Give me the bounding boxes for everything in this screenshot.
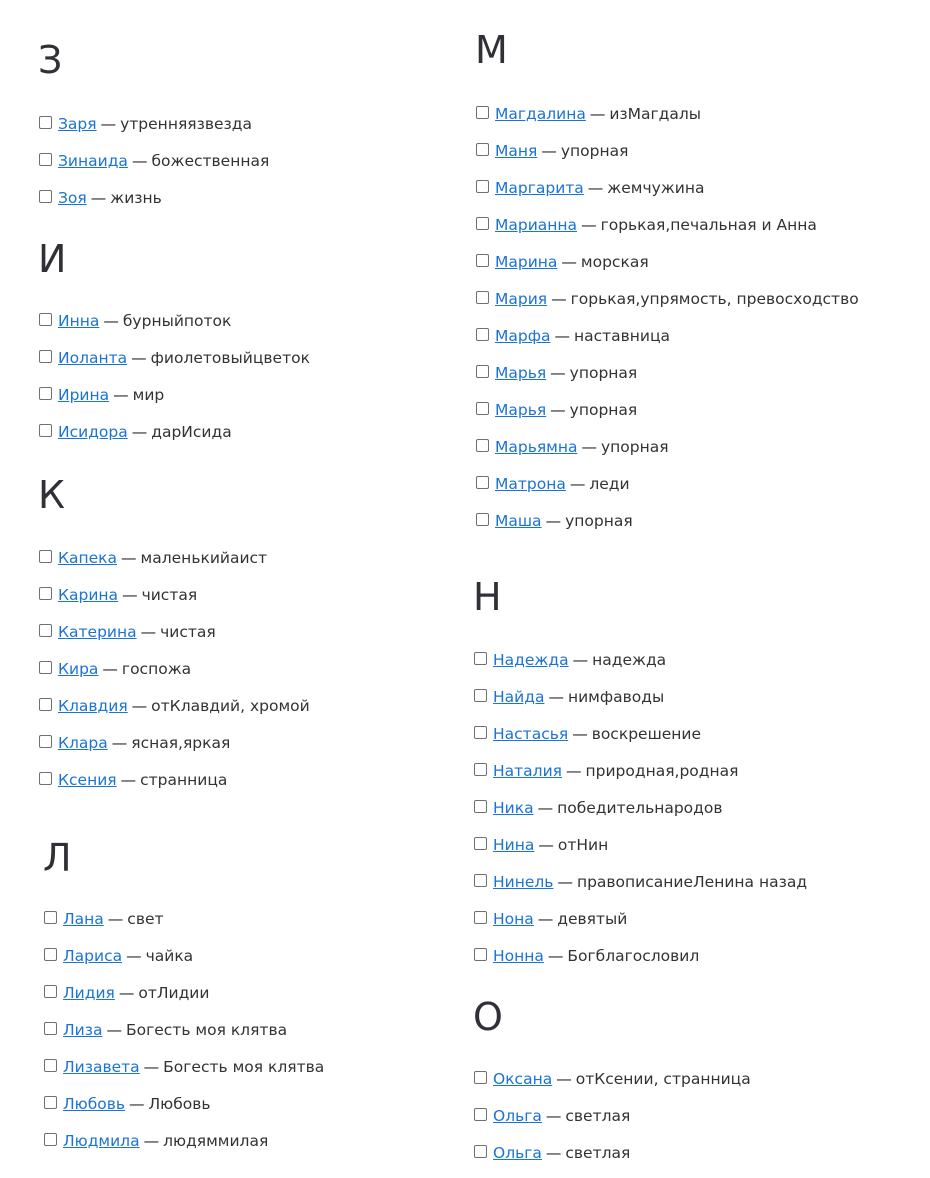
em-dash: — xyxy=(537,910,554,928)
em-dash: — xyxy=(589,105,606,123)
name-meaning: победительнародов xyxy=(557,799,723,817)
name-link[interactable]: Магдалина xyxy=(495,105,586,123)
section-l xyxy=(43,838,324,1166)
name-link[interactable]: Настасья xyxy=(493,725,569,743)
name-meaning: воскрешение xyxy=(591,725,702,743)
name-link[interactable]: Наталия xyxy=(493,762,562,780)
list-item xyxy=(38,768,310,805)
name-meaning: упорная xyxy=(601,438,669,456)
name-link[interactable]: Марья xyxy=(495,401,547,419)
letter-heading: М xyxy=(475,28,508,72)
name-list xyxy=(473,1067,751,1178)
em-dash: — xyxy=(113,386,129,404)
name-meaning: бурныйпоток xyxy=(122,312,232,330)
list-item xyxy=(475,509,859,546)
name-link[interactable]: Маня xyxy=(495,142,538,160)
list-item xyxy=(38,731,310,768)
name-list xyxy=(38,309,310,457)
item-checkbox[interactable] xyxy=(474,911,487,924)
em-dash: — xyxy=(538,836,554,854)
name-meaning: правописаниеЛенина назад xyxy=(576,873,808,891)
item-checkbox[interactable] xyxy=(44,1133,57,1146)
em-dash: — xyxy=(556,1070,572,1088)
name-link[interactable]: Лидия xyxy=(63,984,115,1002)
name-link[interactable]: Надежда xyxy=(493,651,569,669)
item-checkbox[interactable] xyxy=(474,948,487,961)
name-meaning: божественная xyxy=(151,152,270,170)
item-checkbox[interactable] xyxy=(44,1096,57,1109)
em-dash: — xyxy=(106,1021,122,1039)
name-meaning: отКсении, странница xyxy=(575,1070,751,1088)
name-meaning: странница xyxy=(140,771,228,789)
list-item xyxy=(473,870,807,907)
name-link[interactable]: Мария xyxy=(495,290,548,308)
item-checkbox[interactable] xyxy=(474,1145,487,1158)
em-dash: — xyxy=(545,1144,562,1162)
em-dash: — xyxy=(545,1107,562,1125)
name-link[interactable]: Инна xyxy=(58,312,100,330)
name-meaning: утренняязвезда xyxy=(120,115,252,133)
name-meaning: Богесть моя клятва xyxy=(163,1058,325,1076)
item-checkbox[interactable] xyxy=(39,624,52,637)
item-checkbox[interactable] xyxy=(476,180,489,193)
em-dash: — xyxy=(550,364,566,382)
list-item xyxy=(475,287,859,324)
item-checkbox[interactable] xyxy=(476,513,489,526)
list-item xyxy=(38,383,310,420)
em-dash: — xyxy=(131,423,148,441)
list-item xyxy=(38,346,310,383)
name-meaning: маленькийаист xyxy=(140,549,268,567)
item-checkbox[interactable] xyxy=(44,1022,57,1035)
item-checkbox[interactable] xyxy=(474,726,487,739)
name-meaning: упорная xyxy=(560,142,629,160)
list-item xyxy=(475,213,859,250)
list-item xyxy=(38,694,310,731)
list-item xyxy=(473,685,807,722)
em-dash: — xyxy=(541,142,557,160)
item-checkbox[interactable] xyxy=(474,874,487,887)
name-link[interactable]: Нона xyxy=(493,910,534,928)
name-list xyxy=(473,648,807,981)
name-meaning: Любовь xyxy=(148,1095,211,1113)
letter-heading: О xyxy=(473,995,503,1039)
em-dash: — xyxy=(102,660,118,678)
list-item xyxy=(38,186,269,223)
name-link[interactable]: Ирина xyxy=(58,386,110,404)
em-dash: — xyxy=(561,253,577,271)
name-meaning: девятый xyxy=(557,910,628,928)
list-item xyxy=(473,907,807,944)
list-item xyxy=(43,1092,324,1129)
name-meaning: горькая,печальная и Анна xyxy=(600,216,817,234)
name-link[interactable]: Лана xyxy=(63,910,104,928)
name-link[interactable]: Кира xyxy=(58,660,99,678)
em-dash: — xyxy=(550,401,566,419)
em-dash: — xyxy=(572,651,589,669)
name-link[interactable]: Людмила xyxy=(63,1132,140,1150)
item-checkbox[interactable] xyxy=(474,652,487,665)
name-link[interactable]: Матрона xyxy=(495,475,566,493)
item-checkbox[interactable] xyxy=(476,291,489,304)
em-dash: — xyxy=(122,586,138,604)
em-dash: — xyxy=(111,734,128,752)
name-meaning: отЛидии xyxy=(138,984,210,1002)
name-link[interactable]: Марья xyxy=(495,364,547,382)
item-checkbox[interactable] xyxy=(44,1059,57,1072)
item-checkbox[interactable] xyxy=(474,837,487,850)
list-item xyxy=(43,944,324,981)
item-checkbox[interactable] xyxy=(39,153,52,166)
name-meaning: горькая,упрямость, превосходство xyxy=(570,290,859,308)
name-link[interactable]: Лариса xyxy=(63,947,123,965)
name-link[interactable]: Ксения xyxy=(58,771,117,789)
name-meaning: леди xyxy=(589,475,630,493)
item-checkbox[interactable] xyxy=(476,439,489,452)
item-checkbox[interactable] xyxy=(476,328,489,341)
name-meaning: свет xyxy=(127,910,164,928)
name-link[interactable]: Ольга xyxy=(493,1107,542,1125)
em-dash: — xyxy=(140,623,157,641)
name-link[interactable]: Зоя xyxy=(58,189,87,207)
item-checkbox[interactable] xyxy=(39,116,52,129)
item-checkbox[interactable] xyxy=(474,1108,487,1121)
name-link[interactable]: Маргарита xyxy=(495,179,584,197)
section-o xyxy=(473,997,751,1178)
item-checkbox[interactable] xyxy=(39,313,52,326)
name-meaning: жизнь xyxy=(110,189,162,207)
item-checkbox[interactable] xyxy=(474,800,487,813)
letter-heading: И xyxy=(38,237,67,281)
list-item xyxy=(43,1018,324,1055)
em-dash: — xyxy=(131,152,148,170)
list-item xyxy=(473,1141,751,1178)
name-meaning: наставница xyxy=(573,327,671,345)
name-meaning: упорная xyxy=(569,401,638,419)
name-meaning: светлая xyxy=(565,1107,631,1125)
name-meaning: отНин xyxy=(557,836,609,854)
name-meaning: Богесть моя клятва xyxy=(125,1021,288,1039)
em-dash: — xyxy=(118,984,135,1002)
name-meaning: морская xyxy=(580,253,649,271)
name-link[interactable]: Клара xyxy=(58,734,108,752)
item-checkbox[interactable] xyxy=(474,1071,487,1084)
name-link[interactable]: Найда xyxy=(493,688,545,706)
list-item xyxy=(38,309,310,346)
em-dash: — xyxy=(143,1058,160,1076)
name-list xyxy=(38,112,269,223)
name-link[interactable]: Нонна xyxy=(493,947,544,965)
name-meaning: упорная xyxy=(569,364,638,382)
list-item xyxy=(475,398,859,435)
em-dash: — xyxy=(581,438,597,456)
item-checkbox[interactable] xyxy=(39,190,52,203)
name-link[interactable]: Лиза xyxy=(63,1021,103,1039)
name-meaning: дарИсида xyxy=(151,423,232,441)
list-item xyxy=(475,324,859,361)
item-checkbox[interactable] xyxy=(39,424,52,437)
list-item xyxy=(38,620,310,657)
name-meaning: изМагдалы xyxy=(609,105,702,123)
name-meaning: чистая xyxy=(141,586,198,604)
item-checkbox[interactable] xyxy=(39,387,52,400)
name-meaning: природная,родная xyxy=(585,762,739,780)
name-link[interactable]: Иоланта xyxy=(58,349,128,367)
em-dash: — xyxy=(545,512,562,530)
list-item xyxy=(38,546,310,583)
item-checkbox[interactable] xyxy=(476,106,489,119)
item-checkbox[interactable] xyxy=(44,948,57,961)
em-dash: — xyxy=(120,771,137,789)
name-link[interactable]: Нина xyxy=(493,836,535,854)
name-link[interactable]: Клавдия xyxy=(58,697,128,715)
list-item xyxy=(473,648,807,685)
name-link[interactable]: Маша xyxy=(495,512,542,530)
name-link[interactable]: Марианна xyxy=(495,216,578,234)
em-dash: — xyxy=(103,312,119,330)
name-meaning: чайка xyxy=(145,947,194,965)
list-item xyxy=(475,102,859,139)
list-item xyxy=(43,1129,324,1166)
name-meaning: людяммилая xyxy=(163,1132,269,1150)
list-item xyxy=(43,981,324,1018)
letter-heading: Н xyxy=(473,575,502,619)
item-checkbox[interactable] xyxy=(476,254,489,267)
section-z xyxy=(38,40,269,223)
name-meaning: упорная xyxy=(565,512,633,530)
em-dash: — xyxy=(121,549,137,567)
item-checkbox[interactable] xyxy=(476,365,489,378)
list-item xyxy=(38,149,269,186)
letter-heading: Л xyxy=(43,836,72,880)
item-checkbox[interactable] xyxy=(476,476,489,489)
list-item xyxy=(475,361,859,398)
name-link[interactable]: Марьямна xyxy=(495,438,578,456)
em-dash: — xyxy=(557,873,573,891)
item-checkbox[interactable] xyxy=(44,985,57,998)
name-link[interactable]: Любовь xyxy=(63,1095,126,1113)
item-checkbox[interactable] xyxy=(476,217,489,230)
name-meaning: мир xyxy=(132,386,165,404)
name-link[interactable]: Ника xyxy=(493,799,534,817)
em-dash: — xyxy=(581,216,597,234)
item-checkbox[interactable] xyxy=(476,143,489,156)
em-dash: — xyxy=(131,697,148,715)
name-link[interactable]: Катерина xyxy=(58,623,137,641)
name-link[interactable]: Капека xyxy=(58,549,118,567)
list-item xyxy=(473,759,807,796)
em-dash: — xyxy=(129,1095,145,1113)
item-checkbox[interactable] xyxy=(39,698,52,711)
name-link[interactable]: Исидора xyxy=(58,423,128,441)
list-item xyxy=(473,796,807,833)
em-dash: — xyxy=(100,115,117,133)
em-dash: — xyxy=(90,189,107,207)
item-checkbox[interactable] xyxy=(474,763,487,776)
item-checkbox[interactable] xyxy=(44,911,57,924)
name-list xyxy=(43,907,324,1166)
name-link[interactable]: Лизавета xyxy=(63,1058,140,1076)
list-item xyxy=(38,657,310,694)
letter-heading: К xyxy=(38,473,65,517)
name-meaning: Богблагословил xyxy=(567,947,700,965)
list-item xyxy=(43,1055,324,1092)
name-meaning: госпожа xyxy=(121,660,192,678)
list-item xyxy=(475,472,859,509)
em-dash: — xyxy=(548,688,564,706)
name-meaning: ясная,яркая xyxy=(131,734,231,752)
em-dash: — xyxy=(131,349,147,367)
item-checkbox[interactable] xyxy=(39,550,52,563)
em-dash: — xyxy=(566,762,582,780)
item-checkbox[interactable] xyxy=(39,350,52,363)
list-item xyxy=(475,435,859,472)
em-dash: — xyxy=(126,947,142,965)
list-item xyxy=(473,833,807,870)
list-item xyxy=(475,139,859,176)
item-checkbox[interactable] xyxy=(476,402,489,415)
item-checkbox[interactable] xyxy=(39,772,52,785)
em-dash: — xyxy=(587,179,604,197)
em-dash: — xyxy=(537,799,554,817)
section-i xyxy=(38,239,310,457)
name-link[interactable]: Карина xyxy=(58,586,119,604)
name-meaning: нимфаводы xyxy=(567,688,665,706)
section-n xyxy=(473,577,807,981)
item-checkbox[interactable] xyxy=(39,735,52,748)
em-dash: — xyxy=(551,290,567,308)
list-item xyxy=(473,944,807,981)
list-item xyxy=(38,583,310,620)
name-meaning: отКлавдий, хромой xyxy=(151,697,310,715)
name-meaning: чистая xyxy=(160,623,216,641)
list-item xyxy=(38,112,269,149)
em-dash: — xyxy=(572,725,588,743)
em-dash: — xyxy=(143,1132,160,1150)
name-link[interactable]: Марфа xyxy=(495,327,551,345)
list-item xyxy=(38,420,310,457)
list-item xyxy=(43,907,324,944)
list-item xyxy=(475,176,859,213)
name-link[interactable]: Оксана xyxy=(493,1070,553,1088)
name-link[interactable]: Марина xyxy=(495,253,558,271)
item-checkbox[interactable] xyxy=(39,661,52,674)
name-link[interactable]: Заря xyxy=(58,115,97,133)
em-dash: — xyxy=(547,947,564,965)
name-meaning: жемчужина xyxy=(607,179,705,197)
em-dash: — xyxy=(107,910,124,928)
item-checkbox[interactable] xyxy=(39,587,52,600)
list-item xyxy=(475,250,859,287)
em-dash: — xyxy=(554,327,570,345)
name-link[interactable]: Зинаида xyxy=(58,152,128,170)
name-list xyxy=(475,102,859,546)
name-list xyxy=(38,546,310,805)
letter-heading: З xyxy=(38,38,63,82)
list-item xyxy=(473,1104,751,1141)
name-meaning: фиолетовыйцветок xyxy=(150,349,310,367)
em-dash: — xyxy=(569,475,586,493)
name-meaning: надежда xyxy=(592,651,667,669)
name-link[interactable]: Ольга xyxy=(493,1144,542,1162)
section-k xyxy=(38,475,310,805)
section-m xyxy=(475,30,859,546)
name-link[interactable]: Нинель xyxy=(493,873,554,891)
list-item xyxy=(473,722,807,759)
item-checkbox[interactable] xyxy=(474,689,487,702)
name-meaning: светлая xyxy=(565,1144,631,1162)
list-item xyxy=(473,1067,751,1104)
